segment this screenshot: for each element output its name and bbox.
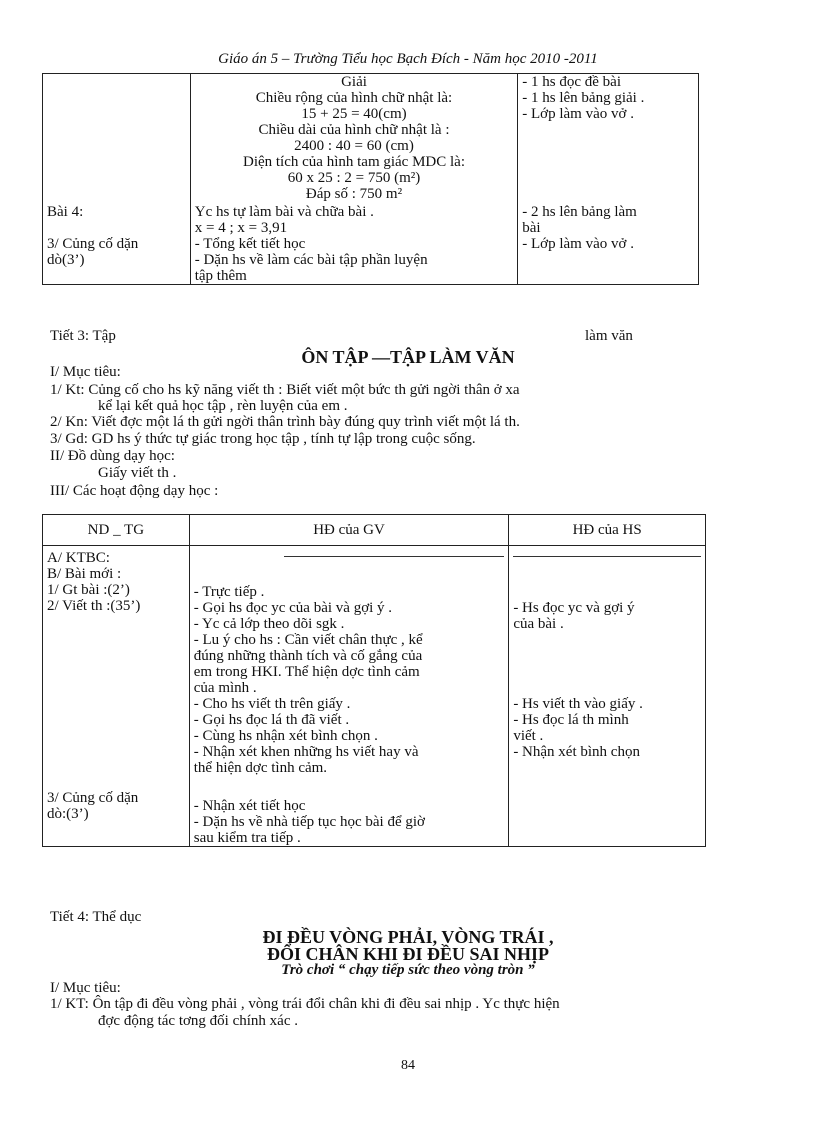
column-header: HĐ của HS (509, 515, 706, 546)
solution-line: Đáp số : 750 m² (305, 186, 403, 202)
solution-line: Giải (341, 74, 367, 90)
section-heading: II/ Đồ dùng dạy học: (50, 448, 175, 464)
table-header-row (43, 515, 706, 546)
page-number: 84 (401, 1058, 415, 1073)
lesson-label: Tiết 4: Thể dục (50, 909, 142, 925)
materials-line: Giấy viết th . (98, 465, 177, 481)
hs-activity: - Hs đọc yc và gợi ý (513, 600, 635, 616)
cungco-label: dò(3’) (47, 252, 85, 268)
hs-activity: - Hs đọc lá th mình (513, 712, 629, 728)
activities-table (42, 514, 706, 847)
page-header: Giáo án 5 – Trường Tiểu học Bạch Đích - Năm học 2010 -2011 (218, 51, 598, 67)
cungco-item: - Dặn hs về làm các bài tập phần luyện (194, 252, 428, 268)
hs-activity: của bài . (513, 616, 564, 632)
solution-line: 60 x 25 : 2 = 750 (m²) (287, 170, 421, 186)
gv-activity: đúng những thành tích và cố gắng của (193, 648, 423, 664)
hs-activity: - Lớp làm vào vở . (522, 106, 634, 122)
gv-activity: - Cho hs viết th trên giấy . (193, 696, 351, 712)
hs-activity: bài (522, 220, 541, 236)
section-heading: I/ Mục tiêu: (50, 980, 121, 996)
section-heading: III/ Các hoạt động dạy học : (50, 483, 219, 499)
solution-line: 2400 : 40 = 60 (cm) (294, 138, 414, 154)
objective-line: 1/ Kt: Củng cố cho hs kỹ năng viết th : Biết viết một bức th gửi ngời thân ở xa (50, 382, 520, 398)
table-row (43, 74, 699, 285)
gv-activity: - Gọi hs đọc yc của bài và gợi ý . (193, 600, 393, 616)
hs-activity: - 1 hs đọc đề bài (522, 74, 621, 90)
lesson-title: ÔN TẬP —TẬP LÀM VĂN (301, 347, 515, 367)
lesson-subtitle: Trò chơi “ chạy tiếp sức theo vòng tròn ” (281, 962, 535, 978)
gv-activity: em trong HKI. Thể hiện dợc tình cảm (193, 664, 420, 680)
hs-activity: - Nhận xét bình chọn (513, 744, 640, 760)
lesson-title: ĐI ĐỀU VÒNG PHẢI, VÒNG TRÁI , (262, 927, 554, 947)
objective-line: 2/ Kn: Viết đợc một lá th gửi ngời thân trình bày đúng quy trình viết một lá th. (50, 414, 520, 430)
content-item: B/ Bài mới : (47, 566, 122, 582)
objective-line: 3/ Gd: GD hs ý thức tự giác trong học tập , tính tự lập trong cuộc sống. (50, 431, 476, 447)
bai4-label: Bài 4: (47, 204, 84, 220)
solution-line: Diện tích của hình tam giác MDC là: (242, 154, 466, 170)
gv-activity: - Nhận xét khen những hs viết hay và (193, 744, 419, 760)
table-cell (190, 74, 518, 285)
bai4-instruction: Yc hs tự làm bài và chữa bài . (194, 204, 374, 220)
hs-activity: - 1 hs lên bảng giải . (522, 90, 645, 106)
solution-table (42, 73, 699, 285)
table-row (43, 546, 706, 847)
lesson-label: Tiết 3: Tập (50, 328, 116, 344)
hs-activity: - Hs viết th vào giấy . (513, 696, 643, 712)
gv-activity: thể hiện dợc tình cảm. (193, 760, 328, 776)
table-cell (189, 546, 509, 847)
cungco-item: - Tổng kết tiết học (194, 236, 306, 252)
gv-activity: của mình . (193, 680, 257, 696)
solution-line: Chiều dài của hình chữ nhật là : (258, 122, 450, 138)
section-heading: I/ Mục tiêu: (50, 364, 121, 380)
column-header: HĐ của GV (189, 515, 509, 546)
content-item: 2/ Viết th :(35’) (47, 598, 141, 614)
content-item: A/ KTBC: (47, 550, 110, 566)
hs-activity: - Lớp làm vào vở . (522, 236, 634, 252)
content-item: 3/ Củng cố dặn (47, 790, 139, 806)
content-item: dò:(3’) (47, 806, 89, 822)
lesson-title: ĐỔI CHÂN KHI ĐI ĐỀU SAI NHỊP (266, 944, 550, 964)
objective-line: đợc động tác tơng đối chính xác . (98, 1013, 298, 1029)
gv-activity: - Trực tiếp . (193, 584, 265, 600)
column-header: ND _ TG (43, 515, 190, 546)
gv-activity: - Nhận xét tiết học (193, 798, 306, 814)
hs-activity: viết . (513, 728, 544, 744)
solution-line: Chiều rộng của hình chữ nhật là: (255, 90, 453, 106)
cungco-item: tập thêm (194, 268, 247, 284)
gv-activity: - Gọi hs đọc lá th đã viết . (193, 712, 350, 728)
table-cell (43, 546, 190, 847)
table-cell (509, 546, 706, 847)
cungco-label: 3/ Củng cố dặn (47, 236, 139, 252)
bai4-answer: x = 4 ; x = 3,91 (194, 220, 288, 236)
table-cell (43, 74, 191, 285)
lesson-label-right: làm văn (585, 328, 633, 344)
gv-activity: - Yc cả lớp theo dõi sgk . (193, 616, 345, 632)
table-cell (518, 74, 699, 285)
hs-activity: - 2 hs lên bảng làm (522, 204, 637, 220)
objective-line: kể lại kết quả học tập , rèn luyện của em . (98, 398, 348, 414)
gv-activity: sau kiểm tra tiếp . (193, 830, 301, 846)
content-item: 1/ Gt bài :(2’) (47, 582, 130, 598)
solution-line: 15 + 25 = 40(cm) (301, 106, 407, 122)
gv-activity: - Cùng hs nhận xét bình chọn . (193, 728, 378, 744)
gv-activity: - Dặn hs về nhà tiếp tục học bài để giờ (193, 814, 425, 830)
gv-activity: - Lu ý cho hs : Cần viết chân thực , kể (193, 632, 423, 648)
objective-line: 1/ KT: Ôn tập đi đều vòng phải , vòng trái đổi chân khi đi đều sai nhịp . Yc thực hiện (50, 996, 560, 1012)
